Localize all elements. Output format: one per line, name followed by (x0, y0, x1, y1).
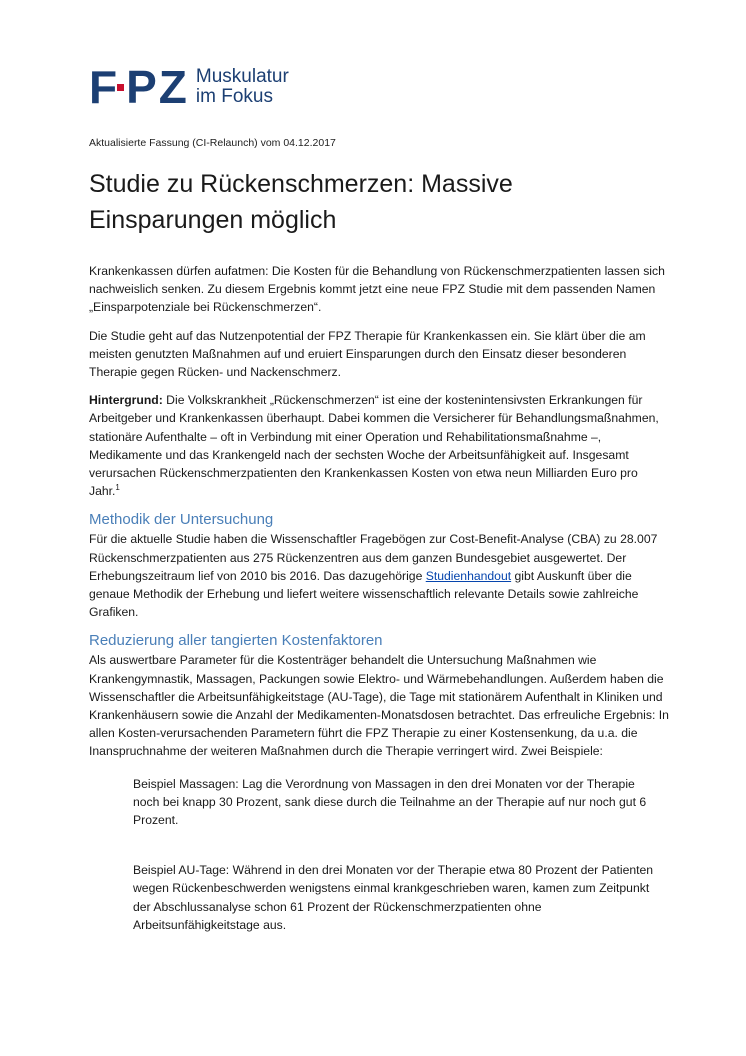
title-line-2: Einsparungen möglich (89, 206, 337, 234)
example-massagen (133, 775, 663, 830)
methodik-paragraph (89, 530, 669, 621)
intro-paragraph-1: Krankenkassen dürfen aufatmen: Die Kosten für die Behandlung von Rückenschmerzpatienten lassen sich nachweislich senken. Zu diesem Ergebnis kommt jetzt eine neue FPZ Studie mit dem passenden Namen „Einsparpotenziale bei Rückenschmerzen“. (89, 264, 665, 315)
logo-red-dot (117, 84, 124, 91)
article-body (89, 262, 669, 934)
studienhandout-link[interactable]: Studienhandout (425, 568, 512, 583)
fpz-logo (89, 61, 289, 113)
methodik-text-before: Für die aktuelle Studie haben die Wissenschaftler Fragebögen zur Cost-Benefit-Analyse (CBA) zu 28.007 Rückenschmerzpatienten aus 275 Rückenzentren aus dem ganzen Bundesgebiet ausgewertet. Der Erhebungszeitraum lief von 2010 bis 2016. Das dazugehörige (89, 532, 658, 583)
logo-letter-z: Z (158, 61, 186, 113)
intro-paragraph-2: Die Studie geht auf das Nutzenpotential der FPZ Therapie für Krankenkassen ein. Sie klärt über die am meisten genutzten Maßnahmen auf und eruiert Einsparungen durch den Einsatz dieser besonderen Therapie gegen Rücken- und Nackenschmerz. (89, 328, 646, 380)
footnote-marker: 1 (115, 483, 120, 493)
background-text: Die Volkskrankheit „Rückenschmerzen“ ist eine der kostenintensivsten Erkrankungen für Arbeitgeber und Krankenkassen überhaupt. Dabei kommen die Versicherer für Behandlungsmaßnahmen, stationäre Aufenthalte – oft in Verbindung mit einer Operation und Rehabilitationsmaßnahme –, Medikamente und das Krankengeld nach der sechsten Woche der Arbeitsunfähigkeit auf. Insgesamt verursachen Rückenschmerzpatienten den Krankenkassen Kosten von etwa neun Milliarden Euro pro Jahr. (89, 393, 659, 499)
example-massagen-text: Beispiel Massagen: Lag die Verordnung von Massagen in den drei Monaten vor der Therapie noch bei knapp 30 Prozent, sank diese durch die Teilnahme an der Therapie auf nur noch gut 6 Prozent. (133, 776, 647, 828)
section-heading-reduzierung: Reduzierung aller tangierten Kostenfaktoren (89, 632, 383, 650)
methodik-text-after: gibt Auskunft über die genaue Methodik der Erhebung und liefert weitere wissenschaftlich relevante Details sowie zahlreiche Grafiken. (89, 568, 639, 620)
fpz-logo-mark (89, 61, 186, 113)
section-reduzierung (89, 631, 669, 760)
logo-tagline-line2: im Fokus (195, 86, 273, 107)
example-au-tage-text: Beispiel AU-Tage: Während in den drei Monaten vor der Therapie etwa 80 Prozent der Patienten wegen Rückenbeschwerden wenigstens einmal krankgeschrieben waren, kamen zum Zeitpunkt der Abschlussanalyse schon 61 Prozent der Rückenschmerzpatienten ohne Arbeitsunfähigkeitstage aus. (133, 863, 654, 932)
section-methodik (89, 510, 669, 621)
background-paragraph (89, 391, 669, 500)
reduzierung-paragraph: Als auswertbare Parameter für die Kostenträger behandelt die Untersuchung Maßnahmen wie Krankengymnastik, Massagen, Packungen sowie Elektro- und Wärmebehandlungen. Außerdem haben die Wissenschaftler die Arbeitsunfähigkeitstage (AU-Tage), die Tage mit stationärem Aufenthalt in Kliniken und Krankenhäusern sowie die Anzahl der Medikamenten-Monatsdosen betrachtet. Das erfreuliche Ergebnis: In allen Kosten-verursachenden Parametern führt die FPZ Therapie zu einer Kostensenkung, da u.a. die Inanspruchnahme der weiteren Maßnahmen durch die Therapie verringert wird. Zwei Beispiele: (89, 653, 669, 759)
section-heading-methodik: Methodik der Untersuchung (89, 511, 274, 529)
logo-letter-f: F (89, 61, 117, 113)
background-label: Hintergrund: (89, 393, 163, 408)
logo-tagline-line1: Muskulatur (195, 66, 289, 87)
logo-tagline (196, 67, 289, 107)
logo-letter-p: P (126, 61, 156, 113)
title-line-1: Studie zu Rückenschmerzen: Massive (89, 170, 513, 198)
example-au-tage (133, 861, 663, 934)
example-spacer (89, 829, 669, 861)
page-title (89, 166, 689, 238)
version-note: Aktualisierte Fassung (CI-Relaunch) vom 04.12.2017 (89, 137, 336, 149)
